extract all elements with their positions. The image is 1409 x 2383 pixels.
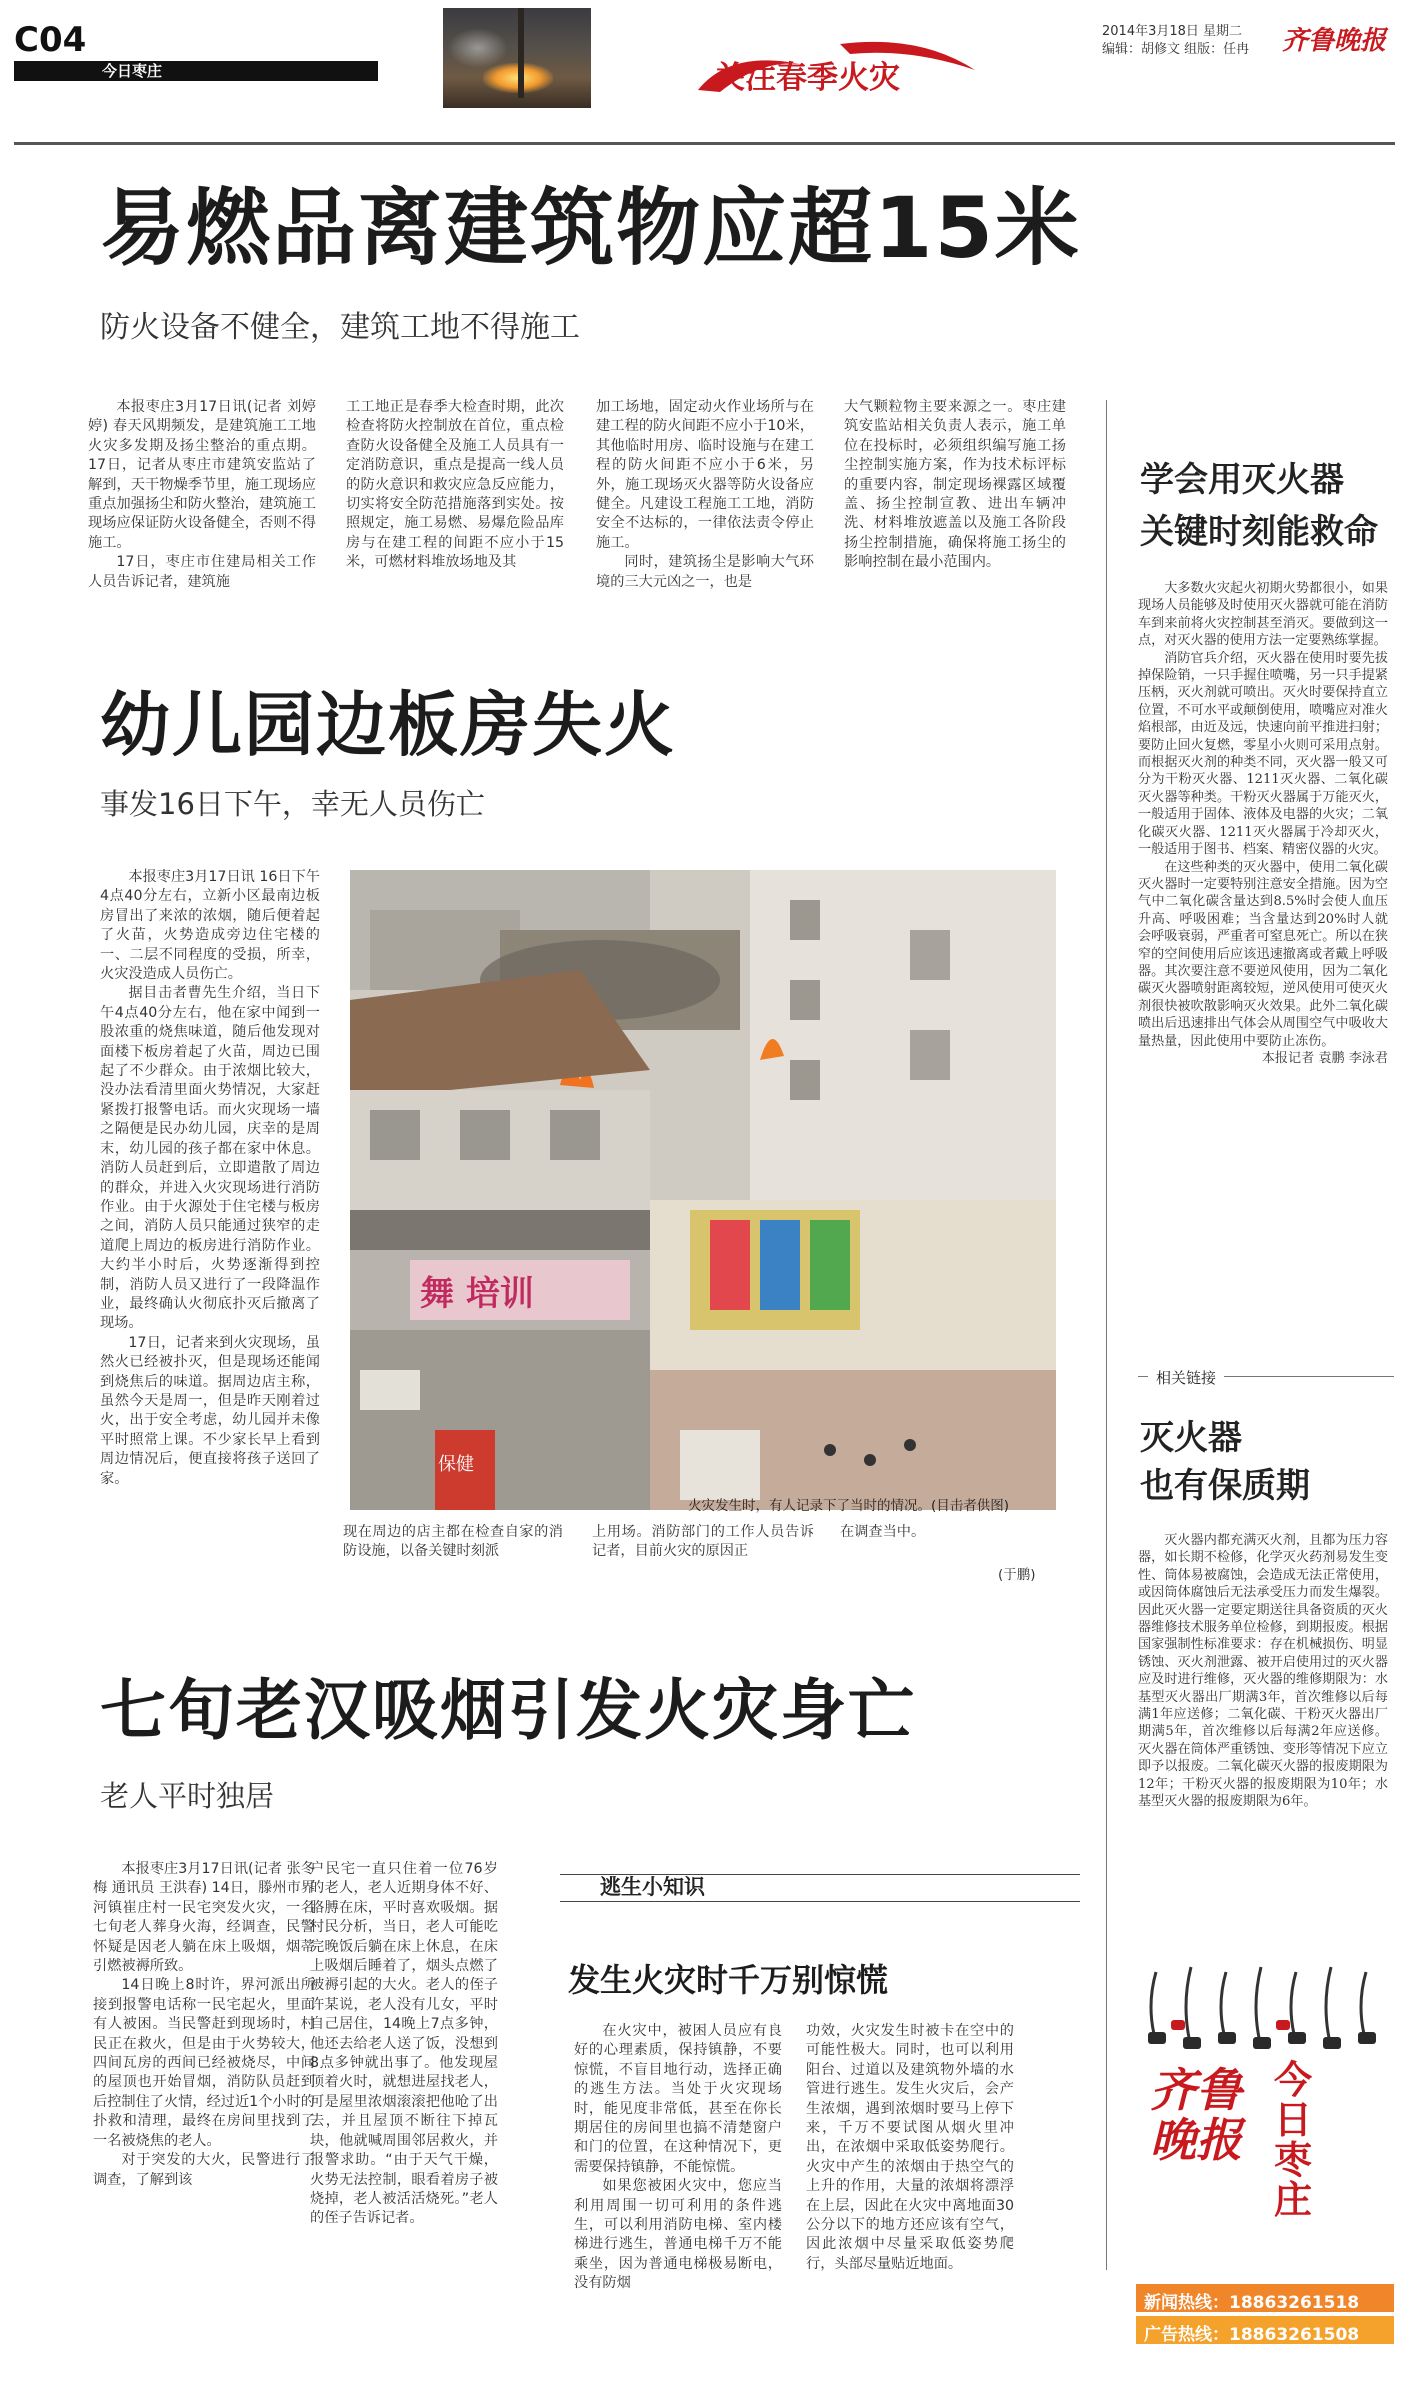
fire-photo (350, 870, 1056, 1510)
article1-title: 易燃品离建筑物应超15米 (100, 179, 1081, 277)
article2-bottom-col1: 现在周边的店主都在检查自家的消防设施，以备关键时刻派 (343, 1524, 563, 1560)
article3-col1: 本报枣庄3月17日讯(记者 张冬梅 通讯员 王洪春) 14日，滕州市界河镇崔庄村一民宅突发火灾，一名七旬老人葬身火海，经调查，民警怀疑是因老人躺在床上吸烟，烟蒂引燃被褥所致。 14日晚上8时许，界河派出所接到报警电话称一民宅起火，里面有人被困。当民警赶到现场时，村民正在救火，但是由于火势较大，四间瓦房的西间已经被烧尽，中间的屋顶也开始冒烟，消防队员赶到后控制住了火情，经过近1个小时的扑救和清理，最终在房间里找到了一名被烧焦的老人。 对于突发的大火，民警进行了调查，了解到该 (93, 1861, 315, 2188)
shop-sign-2: 保健 (438, 1454, 474, 1475)
article2-bottom-col2: 上用场。消防部门的工作人员告诉记者，目前火灾的原因正 (592, 1524, 814, 1560)
header-date: 2014年3月18日 星期二 (1102, 24, 1243, 39)
knowledge-title: 发生火灾时千万别惊慌 (568, 1961, 889, 1999)
header-fire-photo (443, 8, 591, 108)
article2-byline: (于鹏) (998, 1567, 1036, 1583)
photo-caption: 火灾发生时，有人记录下了当时的情况。(目击者供图) (688, 1498, 1010, 1514)
ad-ad-hotline: 广告热线：18863261508 (1144, 2325, 1360, 2345)
link-label: 相关链接 (1148, 1367, 1224, 1388)
header-editor: 编辑：胡修文 组版：任冉 (1102, 42, 1250, 57)
article3-title: 七旬老汉吸烟引发火灾身亡 (100, 1672, 916, 1749)
knowledge-col1: 在火灾中，被困人员应有良好的心理素质，保持镇静，不要惊慌，不盲目地行动，选择正确的逃生方法。当处于火灾现场时，能见度非常低，甚至在你长期居住的房间里也搞不清楚窗户和门的位置，在这种情况下，更需要保持镇静，不能惊慌。 如果您被困火灾中，您应当利用周围一切可利用的条件逃生，可以利用消防电梯、室内楼梯进行逃生，普通电梯千万不能乘坐，因为普通电梯极易断电，没有防烟 (574, 2023, 782, 2292)
sidebar-title-3: 灭火器 (1140, 1418, 1242, 1458)
shop-sign: 舞 培训 (420, 1274, 534, 1314)
section-name: 今日枣庄 (102, 62, 163, 80)
article3-subtitle: 老人平时独居 (100, 1779, 275, 1813)
article1-col3: 加工场地，固定动火作业场所与在建工程的防火间距不应小于10米，其他临时用房、临时设施与在建工程的防火间距不应小于6米，另外，施工现场灭火器等防火设备应健全。凡建设工程施工工地，消防安全不达标的，一律依法责令停止施工。 同时，建筑扬尘是影响大气环境的三大元凶之一，也是 (596, 399, 814, 590)
masthead: 齐鲁晚报 (1282, 26, 1387, 56)
sidebar-title-1: 学会用灭火器 (1140, 460, 1344, 500)
ad-edition: 今日枣庄 (1274, 2058, 1313, 2222)
article1-subtitle: 防火设备不健全，建筑工地不得施工 (100, 310, 580, 345)
article3-col2: 户民宅一直只住着一位76岁的老人，老人近期身体不好、胳膊在床，平时喜欢吸烟。据村民分析，当日，老人可能吃完晚饭后躺在床上休息，在床上吸烟后睡着了，烟头点燃了被褥引起的大火。老人的侄子许某说，老人没有儿女，平时自己居住，14晚上7点多钟，他还去给老人送了饭，没想到8点多钟就出事了。他发现屋顶着火时，就想进屋找老人，可是屋里浓烟滚滚把他呛了出去，并且屋顶不断往下掉瓦块，他就喊周围邻居救火，并报警求助。“由于天气干燥，火势无法控制，眼看着房子被烧掉，老人被活活烧死。”老人的侄子告诉记者。 (310, 1861, 498, 2227)
sidebar-body: 大多数火灾起火初期火势都很小，如果现场人员能够及时使用灭火器就可能在消防车到来前将火灾控制甚至消灭。要做到这一点，对灭火器的使用方法一定要熟练掌握。 消防官兵介绍，灭火器在使用时要先拔掉保险销，一只手握住喷嘴，另一只手提紧压柄，灭火剂就可喷出。灭火时要保持直立位置，不可水平或颠倒使用，喷嘴应对准火焰根部，由近及远，快速向前平推进扫射；要防止回火复燃，零星小火则可采用点射。而根据灭火剂的种类不同，灭火器一般又可分为干粉灭火器、1211灭火器、二氧化碳灭火器等种类。干粉灭火器属于万能灭火，一般适用于固体、液体及电器的火灾；二氧化碳灭火器、1211灭火器属于冷却灭火，一般适用于图书、档案、精密仪器的火灾。 在这些种类的灭火器中，使用二氧化碳灭火器时一定要特别注意安全措施。因为空气中二氧化碳含量达到8.5%时会使人血压升高、呼吸困难；当含量达到20%时人就会呼吸衰弱，严重者可窒息死亡。所以在狭窄的空间使用后应该迅速撤离或者戴上呼吸器。其次要注意不要逆风使用，因为二氧化碳灭火器喷射距离较短，逆风使用可使灭火剂很快被吹散影响灭火效果。此外二氧化碳喷出后迅速排出气体会从周围空气中吸收大量热量，因此使用中要防止冻伤。 本报记者 袁鹏 李泳君 (1138, 581, 1388, 1066)
article2-bottom-col3: 在调查当中。 (840, 1524, 926, 1540)
article1-col1: 本报枣庄3月17日讯(记者 刘婷婷) 春天风期频发，是建筑施工工地火灾多发期及扬尘整治的重点期。17日，记者从枣庄市建筑安监站了解到，天干物燥季节里，施工现场应重点加强扬尘和防火整治，建筑施工现场应保证防火设备健全，否则不得施工。 17日，枣庄市住建局相关工作人员告诉记者，建筑施 (88, 399, 316, 590)
article1-col2: 工工地正是春季大检查时期，此次检查将防火控制放在首位，重点检查防火设备健全及施工人员具有一定消防意识，重点是提高一线人员的防火意识和救灾应急反应能力，切实将安全防范措施落到实处。按照规定，施工易燃、易爆危险品库房与在建工程的间距不应小于15米，可燃材料堆放场地及其 (346, 399, 564, 571)
ad-phones (1136, 1962, 1394, 2057)
sidebar-title-2: 关键时刻能救命 (1140, 512, 1378, 552)
article2-subtitle: 事发16日下午，幸无人员伤亡 (100, 787, 485, 821)
ad-news-hotline: 新闻热线：18863261518 (1144, 2293, 1360, 2313)
banner-title: 关注春季火灾 (714, 60, 900, 96)
sidebar-title-4: 也有保质期 (1140, 1466, 1310, 1506)
sidebar-body-2: 灭火器内都充满灭火剂，且都为压力容器，如长期不检修，化学灭火药剂易发生变性、筒体易被腐蚀，会造成无法正常使用，或因筒体腐蚀后无法承受压力而发生爆裂。因此灭火器一定要定期送往具备资质的灭火器维修技术服务单位检修，到期报废。根据国家强制性标准要求：存在机械损伤、明显锈蚀、灭火剂泄露、被开启使用过的灭火器应及时进行维修，灭火器的维修期限为：水基型灭火器出厂期满3年，首次维修以后每满1年应送修；二氧化碳、干粉灭火器出厂期满5年，首次维修以后每满2年应送修。灭火器在筒体严重锈蚀、变形等情况下应立即予以报废。二氧化碳灭火器的报废期限为12年；干粉灭火器的报废期限为10年；水基型灭火器的报废期限为6年。 (1138, 1533, 1388, 1810)
article2-col1: 本报枣庄3月17日讯 16日下午4点40分左右，立新小区最南边板房冒出了来浓的浓烟，随后便着起了火苗，火势造成旁边住宅楼的一、二层不同程度的受损，所幸，火灾没造成人员伤亡。 据目击者曹先生介绍，当日下午4点40分左右，他在家中闻到一股浓重的烧焦味道，随后他发现对面楼下板房着起了火苗，周边已围起了不少群众。由于浓烟比较大，没办法看清里面火势情况，大家赶紧拨打报警电话。而火灾现场一墙之隔便是民办幼儿园，庆幸的是周末，幼儿园的孩子都在家中休息。消防人员赶到后，立即遣散了周边的群众，并进入火灾现场进行消防作业。由于火源处于住宅楼与板房之间，消防人员只能通过狭窄的走道爬上周边的板房进行消防作业。大约半小时后，火势逐渐得到控制，消防人员又进行了一段降温作业，最终确认火彻底扑灭后撤离了现场。 17日，记者来到火灾现场，虽然火已经被扑灭，但是现场还能闻到烧焦后的味道。据周边店主称，虽然今天是周一，但是昨天刚着过火，出于安全考虑，幼儿园并未像平时照常上课。不少家长早上看到周边情况后，便直接将孩子送回了家。 (100, 869, 320, 1487)
banner-logo (690, 30, 980, 102)
article2-title: 幼儿园边板房失火 (100, 684, 676, 766)
page-number: C04 (14, 20, 87, 60)
section-bar (14, 61, 378, 81)
knowledge-col2: 功效，火灾发生时被卡在空中的可能性极大。同时，也可以利用阳台、过道以及建筑物外墙的水管进行逃生。发生火灾后，会产生浓烟，遇到浓烟时要马上停下来，千万不要试图从烟火里冲出，在浓烟中采取低姿势爬行。火灾中产生的浓烟由于热空气的上升的作用，大量的浓烟将漂浮在上层，因此在火灾中离地面30公分以下的地方还应该有空气，因此浓烟中尽量采取低姿势爬行，头部尽量贴近地面。 (806, 2023, 1014, 2272)
sidebar-divider (1106, 400, 1107, 2270)
article1-col4: 大气颗粒物主要来源之一。枣庄建筑安监站相关负责人表示，施工单位在投标时，必须组织编写施工扬尘控制实施方案，作为技术标评标的重要内容，制定现场裸露区域覆盖、扬尘控制宣教、进出车辆冲洗、材料堆放遮盖以及施工各阶段扬尘控制措施，确保将施工扬尘的影响控制在最小范围内。 (844, 399, 1066, 571)
ad-brand: 齐鲁晚报 (1150, 2063, 1242, 2167)
knowledge-label: 逃生小知识 (590, 1876, 715, 1898)
header-rule (14, 142, 1395, 145)
